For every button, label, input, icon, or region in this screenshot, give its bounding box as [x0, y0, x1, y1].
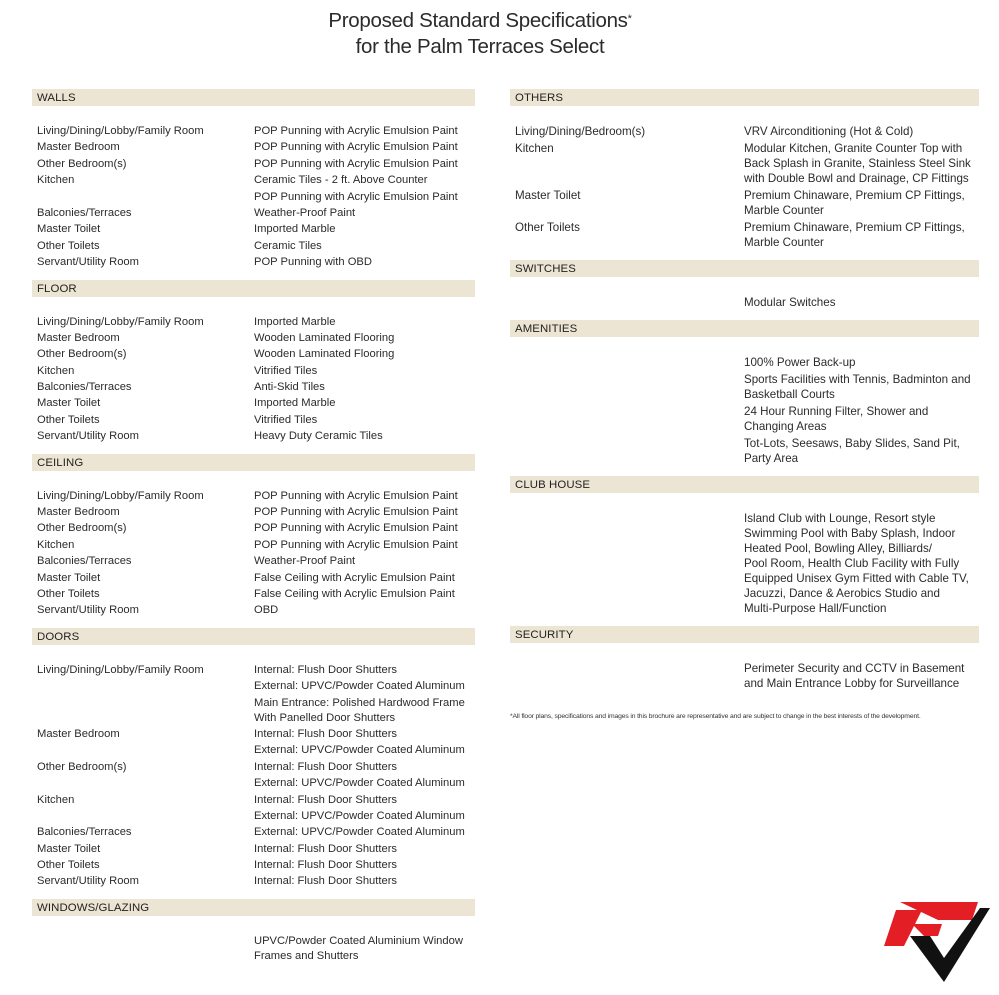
spec-row: [32, 222, 475, 238]
spec-value: Ceramic Tiles - 2 ft. Above Counter: [254, 174, 428, 187]
spec-value: POP Punning with Acrylic Emulsion Paint: [254, 538, 458, 551]
spec-values: [254, 521, 475, 537]
spec-values: [254, 874, 475, 890]
spec-row: [32, 206, 475, 222]
spec-label: Balconies/Terraces: [37, 826, 132, 839]
footnote: *All floor plans, specifications and images in this brochure are representative and are subject to change in the best interests of the development.: [510, 713, 921, 720]
title-line-2: for the Palm Terraces Select: [355, 35, 605, 58]
spec-value: POP Punning with Acrylic Emulsion Paint: [254, 125, 458, 137]
spec-label: Kitchen: [37, 364, 75, 377]
spec-label: Other Toilets: [37, 859, 100, 872]
spec-row: [32, 505, 475, 521]
spec-value: False Ceiling with Acrylic Emulsion Paint: [254, 587, 455, 600]
spec-label: Living/Dining/Lobby/Family Room: [37, 315, 204, 328]
section-rows: [32, 471, 475, 628]
spec-row: [32, 538, 475, 554]
section-switches: [510, 260, 979, 320]
spec-label: Other Bedroom(s): [37, 760, 127, 773]
spec-value: POP Punning with Acrylic Emulsion Paint: [254, 489, 458, 502]
spec-label: [510, 355, 744, 468]
spec-values: [254, 505, 475, 521]
spec-values: [254, 206, 475, 222]
spec-value: Internal: Flush Door Shutters: [254, 760, 398, 773]
spec-value: External: UPVC/Powder Coated Aluminum: [254, 680, 465, 693]
spec-values: [254, 140, 475, 156]
spec-label: Kitchen: [37, 538, 75, 551]
section-club-house: [510, 476, 979, 626]
section-rows: [510, 337, 979, 476]
section-rows: [32, 916, 475, 973]
spec-value: Modular Kitchen, Granite Counter Top with Back Splash in Granite, Stainless Steel Sink with Double Bowl and Drainage, CP Fittings: [744, 142, 971, 185]
spec-row: [32, 858, 475, 874]
spec-label: Master Bedroom: [37, 727, 120, 740]
spec-value: Sports Facilities with Tennis, Badminton and Basketball Courts: [744, 373, 971, 401]
spec-row: [32, 239, 475, 255]
spec-row: [32, 173, 475, 206]
spec-row: [32, 315, 475, 331]
spec-label: Kitchen: [37, 174, 75, 187]
spec-label: Master Toilet: [37, 571, 101, 584]
section-ceiling: [32, 454, 475, 628]
spec-label: [32, 934, 254, 965]
spec-values: [254, 347, 475, 363]
spec-row: [32, 727, 475, 760]
spec-row: [510, 295, 979, 312]
spec-value: Premium Chinaware, Premium CP Fittings, Marble Counter: [744, 189, 965, 217]
spec-row: [32, 554, 475, 570]
spec-label: Master Toilet: [37, 223, 101, 236]
page-title: [0, 8, 960, 60]
spec-values: [254, 663, 475, 727]
spec-label: Servant/Utility Room: [37, 604, 139, 617]
spec-row: [32, 157, 475, 173]
spec-values: [254, 396, 475, 412]
spec-values: [254, 842, 475, 858]
section-rows: [32, 106, 475, 280]
spec-value: Premium Chinaware, Premium CP Fittings, Marble Counter: [744, 221, 965, 249]
spec-label: Master Bedroom: [37, 331, 120, 344]
spec-values: [254, 858, 475, 874]
section-rows: [32, 297, 475, 454]
spec-value: Internal: Flush Door Shutters: [254, 842, 398, 855]
section-rows: [510, 643, 979, 701]
spec-value: False Ceiling with Acrylic Emulsion Paint: [254, 571, 455, 584]
spec-values: [744, 355, 979, 468]
spec-value: 100% Power Back-up: [744, 356, 856, 369]
spec-value: VRV Airconditioning (Hot & Cold): [744, 125, 914, 138]
spec-label: Balconies/Terraces: [37, 206, 132, 219]
section-heading: OTHERS: [510, 89, 979, 106]
spec-label: Master Toilet: [37, 842, 101, 855]
spec-row: [32, 842, 475, 858]
spec-label: Living/Dining/Lobby/Family Room: [37, 125, 204, 137]
section-walls: [32, 89, 475, 280]
section-windows-glazing: [32, 899, 475, 973]
spec-values: [744, 188, 979, 220]
spec-row: [32, 124, 475, 140]
spec-label: Other Toilets: [37, 239, 100, 252]
spec-row: [32, 347, 475, 363]
section-floor: [32, 280, 475, 454]
spec-row: [510, 188, 979, 220]
spec-row: [32, 413, 475, 429]
spec-value: Modular Switches: [744, 296, 836, 309]
spec-label: Servant/Utility Room: [37, 430, 139, 443]
section-heading: DOORS: [32, 628, 475, 645]
spec-label: Kitchen: [515, 142, 554, 155]
spec-value: POP Punning with Acrylic Emulsion Paint: [254, 157, 458, 170]
spec-value: External: UPVC/Powder Coated Aluminum: [254, 744, 465, 757]
section-heading: CLUB HOUSE: [510, 476, 979, 493]
spec-values: [254, 331, 475, 347]
spec-value: External: UPVC/Powder Coated Aluminum: [254, 826, 465, 839]
spec-row: [32, 874, 475, 890]
spec-label: Living/Dining/Lobby/Family Room: [37, 663, 204, 676]
spec-value: Wooden Laminated Flooring: [254, 331, 395, 344]
spec-values: [254, 413, 475, 429]
spec-values: [254, 429, 475, 445]
spec-values: [254, 380, 475, 396]
spec-row: [32, 255, 475, 271]
spec-value: Imported Marble: [254, 315, 336, 328]
spec-value: External: UPVC/Powder Coated Aluminum: [254, 809, 465, 822]
spec-values: [254, 124, 475, 140]
spec-values: [254, 793, 475, 826]
spec-value: UPVC/Powder Coated Aluminium Window Frames and Shutters: [254, 934, 463, 962]
spec-label: Master Toilet: [37, 397, 101, 410]
spec-label: Other Toilets: [515, 221, 580, 234]
section-heading: WALLS: [32, 89, 475, 106]
spec-label: Other Toilets: [37, 587, 100, 600]
spec-row: [32, 663, 475, 727]
section-rows: [510, 277, 979, 320]
spec-label: Master Toilet: [515, 189, 581, 202]
spec-label: Other Bedroom(s): [37, 157, 127, 170]
spec-values: [744, 661, 979, 693]
left-column: [32, 89, 475, 973]
spec-row: [32, 934, 475, 965]
spec-value: Heavy Duty Ceramic Tiles: [254, 430, 383, 443]
section-heading: SECURITY: [510, 626, 979, 643]
spec-value: POP Punning with Acrylic Emulsion Paint: [254, 141, 458, 154]
spec-value: Ceramic Tiles: [254, 239, 322, 252]
spec-value: Perimeter Security and CCTV in Basement and Main Entrance Lobby for Surveillance: [744, 662, 965, 690]
spec-label: Other Bedroom(s): [37, 522, 127, 535]
spec-values: [254, 239, 475, 255]
spec-value: OBD: [254, 604, 279, 617]
spec-value: Island Club with Lounge, Resort style Swimming Pool with Baby Splash, Indoor Heated Pool, Bowling Alley, Billiards/ Pool Room, Health Club Facility with Fully Equipped Unisex Gym Fitted with Cable TV, Jacuzzi, Dance & Aerobics Studio and Multi-Purpose Hall/Function: [744, 512, 969, 615]
section-heading: SWITCHES: [510, 260, 979, 277]
spec-value: POP Punning with Acrylic Emulsion Paint: [254, 506, 458, 519]
spec-value: Internal: Flush Door Shutters: [254, 793, 398, 806]
spec-values: [254, 222, 475, 238]
spec-label: Master Bedroom: [37, 141, 120, 154]
spec-values: [254, 603, 475, 619]
spec-row: [32, 587, 475, 603]
rv-logo-icon: [882, 896, 992, 984]
spec-value: 24 Hour Running Filter, Shower and Changing Areas: [744, 405, 929, 433]
spec-label: Living/Dining/Lobby/Family Room: [37, 489, 204, 502]
spec-values: [254, 315, 475, 331]
spec-values: [254, 587, 475, 603]
spec-value: Tot-Lots, Seesaws, Baby Slides, Sand Pit, Party Area: [744, 437, 960, 465]
spec-row: [510, 661, 979, 693]
spec-value: Internal: Flush Door Shutters: [254, 875, 398, 888]
spec-value: Weather-Proof Paint: [254, 206, 356, 219]
spec-label: Kitchen: [37, 793, 75, 806]
title-asterisk: *: [627, 13, 632, 25]
spec-row: [32, 760, 475, 793]
section-rows: [510, 106, 979, 260]
spec-value: POP Punning with Acrylic Emulsion Paint: [254, 522, 458, 535]
section-heading: WINDOWS/GLAZING: [32, 899, 475, 916]
spec-value: POP Punning with Acrylic Emulsion Paint: [254, 190, 458, 203]
spec-row: [32, 364, 475, 380]
spec-row: [510, 141, 979, 188]
spec-values: [254, 364, 475, 380]
spec-label: [510, 511, 744, 618]
spec-row: [32, 571, 475, 587]
spec-row: [32, 380, 475, 396]
spec-values: [254, 489, 475, 505]
spec-row: [510, 124, 979, 141]
spec-value: Main Entrance: Polished Hardwood Frame With Panelled Door Shutters: [254, 696, 465, 724]
spec-row: [510, 220, 979, 252]
spec-label: Servant/Utility Room: [37, 256, 139, 269]
spec-values: [254, 554, 475, 570]
spec-label: Master Bedroom: [37, 506, 120, 519]
spec-values: [254, 173, 475, 206]
spec-values: [254, 157, 475, 173]
spec-values: [744, 141, 979, 188]
spec-values: [254, 760, 475, 793]
section-others: [510, 89, 979, 260]
spec-value: Imported Marble: [254, 223, 336, 236]
spec-label: Other Toilets: [37, 413, 100, 426]
spec-label: Balconies/Terraces: [37, 381, 132, 394]
section-heading: AMENITIES: [510, 320, 979, 337]
spec-label: Balconies/Terraces: [37, 555, 132, 568]
spec-row: [32, 603, 475, 619]
spec-values: [254, 727, 475, 760]
spec-value: External: UPVC/Powder Coated Aluminum: [254, 777, 465, 790]
section-amenities: [510, 320, 979, 476]
spec-row: [32, 331, 475, 347]
spec-value: Vitrified Tiles: [254, 413, 318, 426]
section-heading: FLOOR: [32, 280, 475, 297]
spec-label: Other Bedroom(s): [37, 348, 127, 361]
section-doors: [32, 628, 475, 899]
title-line-1: Proposed Standard Specifications: [328, 9, 628, 32]
spec-value: Imported Marble: [254, 397, 336, 410]
spec-values: [254, 571, 475, 587]
spec-value: Internal: Flush Door Shutters: [254, 663, 398, 676]
spec-value: POP Punning with OBD: [254, 256, 372, 269]
spec-values: [254, 825, 475, 841]
section-security: [510, 626, 979, 701]
spec-label: Servant/Utility Room: [37, 875, 139, 888]
spec-label: [510, 295, 744, 312]
spec-row: [510, 511, 979, 618]
spec-values: [744, 295, 979, 312]
spec-value: Weather-Proof Paint: [254, 555, 356, 568]
spec-values: [254, 538, 475, 554]
spec-values: [744, 220, 979, 252]
spec-row: [32, 140, 475, 156]
spec-row: [32, 429, 475, 445]
spec-values: [744, 511, 979, 618]
spec-label: [510, 661, 744, 693]
spec-values: [744, 124, 979, 141]
spec-value: Internal: Flush Door Shutters: [254, 859, 398, 872]
section-rows: [32, 645, 475, 899]
spec-row: [32, 489, 475, 505]
spec-values: [254, 934, 475, 965]
spec-row: [32, 793, 475, 826]
right-column: [510, 89, 979, 720]
spec-value: Internal: Flush Door Shutters: [254, 727, 398, 740]
spec-row: [32, 825, 475, 841]
spec-value: Wooden Laminated Flooring: [254, 348, 395, 361]
section-rows: [510, 493, 979, 626]
spec-row: [32, 521, 475, 537]
spec-row: [510, 355, 979, 468]
spec-row: [32, 396, 475, 412]
spec-label: Living/Dining/Bedroom(s): [515, 125, 646, 138]
section-heading: CEILING: [32, 454, 475, 471]
spec-value: Vitrified Tiles: [254, 364, 318, 377]
spec-values: [254, 255, 475, 271]
spec-value: Anti-Skid Tiles: [254, 381, 325, 394]
